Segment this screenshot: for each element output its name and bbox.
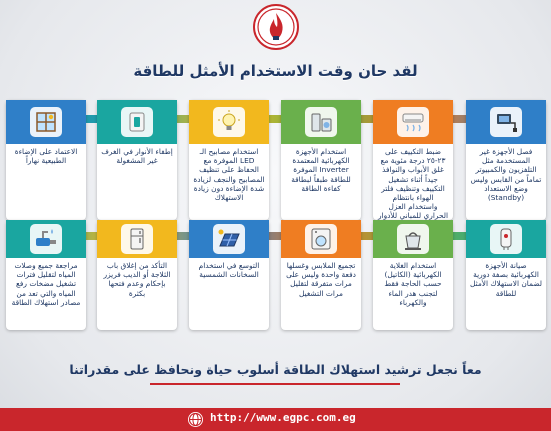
row2-card-header — [189, 220, 269, 258]
row1-card-3 — [281, 100, 361, 220]
row2-card-1 — [466, 220, 546, 330]
row1-card-2 — [373, 100, 453, 220]
row1-card-header — [97, 100, 177, 144]
row2-card-text: تجميع الملابس وغسلها دفعة واحدة وليس على مرات متفرقة لتقليل مرات التشغيل — [286, 261, 356, 298]
row1-card-text: الاعتماد على الإضاءة الطبيعية نهاراً — [14, 147, 78, 166]
kettle-icon — [397, 224, 429, 254]
solar-panel-icon — [213, 224, 245, 254]
row1-card-header — [189, 100, 269, 144]
row2-card-header — [6, 220, 86, 258]
row2-card-text: استخدام الغلاية الكهربائية (الكاتيل) حسب الحاجة فقط لتجنب هدر الماء والكهرباء — [384, 261, 442, 307]
row2-card-6 — [6, 220, 86, 330]
row2-card-4 — [189, 220, 269, 330]
water-heater-icon — [490, 224, 522, 254]
row2-card-2 — [373, 220, 453, 330]
row1-card-4 — [189, 100, 269, 220]
row1-card-6 — [6, 100, 86, 220]
washing-machine-icon — [305, 224, 337, 254]
row2-card-text: صيانة الأجهزة الكهربائية بصفة دورية لضمان الاستهلاك الأمثل للطاقة — [470, 261, 542, 298]
row2-card-header — [373, 220, 453, 258]
row2-card-text: التوسع في استخدام السخانات الشمسية — [198, 261, 260, 280]
light-switch-icon — [121, 107, 153, 137]
inverter-appliances-icon — [305, 107, 337, 137]
row1-card-1 — [466, 100, 546, 220]
row2-card-header — [466, 220, 546, 258]
window-sunlight-icon — [30, 107, 62, 137]
egpc-flame-logo-icon — [253, 4, 299, 50]
row2-card-header — [97, 220, 177, 258]
row1-card-text: استخدام الأجهزة الكهربائية المعتمدة Inverter الموفرة للطاقة طبقاً لبطاقة كفاءة الطاقة — [291, 147, 351, 193]
row1-card-header — [373, 100, 453, 144]
row1-card-text: فصل الأجهزة غير المستخدمة مثل التلفزيون والكمبيوتر تماماً من القابس وليس وضع الاستعداد (Standby) — [470, 147, 542, 203]
row2-card-5 — [97, 220, 177, 330]
row2-card-text: مراجعة جميع وصلات المياه لتقليل فترات تشغيل مضخات رفع المياه والتي تعد من مصادر استهلاك الطاقة — [11, 261, 81, 307]
row2-card-3 — [281, 220, 361, 330]
air-conditioner-icon — [397, 107, 429, 137]
row1-card-header — [6, 100, 86, 144]
row1-card-text: استخدام مصابيح الـ LED الموفرة مع الحفاظ على تنظيف المصابيح والنجف لزيادة شدة الإضاءة دون زيادة الاستهلاك — [193, 147, 265, 203]
row1-card-text: إطفاء الأنوار في الغرف غير المشغولة — [101, 147, 173, 166]
footer-slogan: معاً نجعل ترشيد استهلاك الطاقة أسلوب حياة ونحافظ على مقدراتنا — [69, 362, 482, 377]
row2-card-text: التأكد من إغلاق باب الثلاجة أو الديب فريزر بإحكام وعدم فتحها بكثرة — [103, 261, 171, 298]
water-pump-icon — [30, 224, 62, 254]
plug-icon — [490, 107, 522, 137]
website-link[interactable]: http://www.egpc.com.eg — [210, 411, 356, 424]
row1-card-text: ضبط التكييف على ٢٣-٢٥ درجة مئوية مع غلق الأبواب والنوافذ جيداً أثناء تشغيل التكييف وتنظيف فلتر الهواء بانتظام واستخدام العزل الحراري للمباني للأدوار — [377, 147, 449, 221]
footer-divider — [150, 383, 400, 385]
row1-card-5 — [97, 100, 177, 220]
row2-card-header — [281, 220, 361, 258]
refrigerator-icon — [121, 224, 153, 254]
globe-icon — [188, 412, 203, 427]
row1-card-header — [281, 100, 361, 144]
page-title: لقد حان وقت الاستخدام الأمثل للطاقة — [133, 62, 418, 80]
led-bulb-icon — [213, 107, 245, 137]
row1-card-header — [466, 100, 546, 144]
